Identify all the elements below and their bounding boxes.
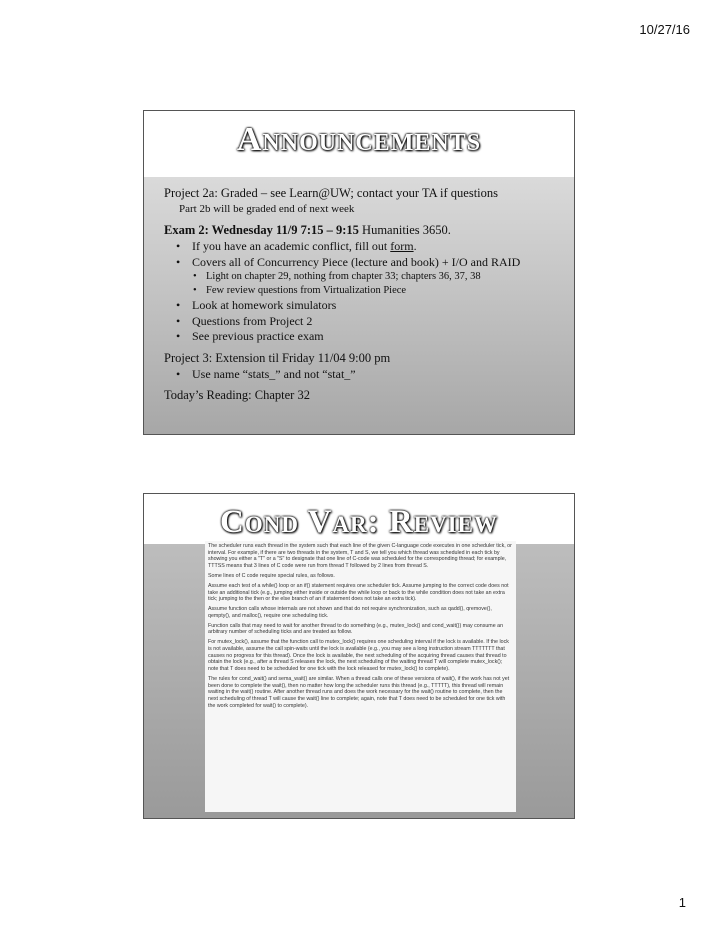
slide-body bbox=[164, 185, 564, 404]
project2a-line: Project 2a: Graded – see Learn@UW; contact your TA if questions bbox=[164, 186, 499, 200]
exam-location: Humanities 3650. bbox=[358, 223, 451, 237]
bullet-stats-name: • Use name “stats_” and not “stat_” bbox=[164, 367, 564, 383]
bullet-questions: • Questions from Project 2 bbox=[164, 314, 564, 330]
page-number: 1 bbox=[678, 895, 686, 910]
bullet-covers: • Covers all of Concurrency Piece (lecture and book) + I/O and RAID bbox=[164, 255, 564, 271]
slide-title: Announcements bbox=[236, 121, 482, 158]
excerpt-paragraph: Some lines of C code require special rules, as follows. bbox=[208, 573, 335, 579]
excerpt-paragraph: Function calls that may need to wait for another thread to do something (e.g., mutex_lock() and cond_wait()) may consume an arbitrary number of scheduling ticks and are treated as follow. bbox=[208, 622, 504, 636]
slide-cond-var-review bbox=[143, 493, 575, 819]
excerpt-paragraph: Assume function calls whose internals are not shown and that do not require synchronization, such as qadd(), qremove(), qempty(), and malloc(), require one scheduling tick. bbox=[208, 606, 492, 619]
slide-announcements bbox=[143, 110, 575, 435]
exam-bullets bbox=[164, 239, 564, 345]
project3-bullets bbox=[164, 367, 564, 383]
bullet-conflict-end: . bbox=[413, 239, 417, 253]
page-date: 10/27/16 bbox=[639, 22, 690, 37]
bullet-practice-exam: • See previous practice exam bbox=[164, 329, 564, 345]
excerpt-paragraph: The rules for cond_wait() and sema_wait() are similar. When a thread calls one of these versions of wait(), if the work has not yet been done to complete the wait(), then no matter how long the scheduler runs this thread (e.g., TTTTT), this thread will remain waiting in the wait() routine. After another thread runs and does the work necessary for the wait() routine to complete, then the next scheduling of thread T will cause the wait() line to complete; again, note that T does need to be scheduled for one tick with the work completed for wait() to complete). bbox=[208, 676, 510, 709]
scheduler-rules-excerpt bbox=[205, 541, 516, 812]
slide-title: Cond Var: Review bbox=[220, 504, 498, 540]
sub-bullet-chapters: • Light on chapter 29, nothing from chapter 33; chapters 36, 37, 38 bbox=[164, 270, 564, 284]
excerpt-paragraph: The scheduler runs each thread in the system such that each line of the given C-language code executes in one scheduler tick, or interval. For example, if there are two threads in the system, T and S, we tell you which thread was scheduled in each tick by showing you either a "T" or a "S" to designate that one line of C-code was scheduled for the corresponding thread; for example, TTTSS means that 3 lines of C code were run from thread T followed by 2 lines from thread S. bbox=[208, 543, 512, 570]
project3-line: Project 3: Extension til Friday 11/04 9:00 pm bbox=[164, 350, 391, 365]
sub-bullet-virtualization: • Few review questions from Virtualization Piece bbox=[164, 284, 564, 298]
bullet-conflict-text: If you have an academic conflict, fill out bbox=[192, 239, 391, 253]
project2b-line: Part 2b will be graded end of next week bbox=[179, 203, 355, 215]
bullet-conflict bbox=[164, 239, 564, 255]
exam-line bbox=[164, 222, 564, 239]
exam-date: Exam 2: Wednesday 11/9 7:15 – 9:15 bbox=[164, 223, 359, 237]
form-link[interactable]: form bbox=[390, 239, 414, 253]
excerpt-paragraph: For mutex_lock(), assume that the function call to mutex_lock() requires one scheduling interval if the lock is available. If the lock is not available, assume the call spin-waits until the lock is available (e.g., you may see a long instruction stream TTTTTTT that causes no progress for this thread). Once the lock is available, the next scheduling of the acquiring thread causes that thread to obtain the lock (e.g., after a thread S releases the lock, the next scheduling of the waiting thread T will complete mutex_lock(); note that T does need to be scheduled for one tick with the lock released for mutex_lock() to complete). bbox=[208, 639, 509, 673]
bullet-simulators: • Look at homework simulators bbox=[164, 298, 564, 314]
excerpt-paragraph: Assume each test of a while() loop or an if() statement requires one scheduler tick. Assume jumping to the correct code does not take an additional tick (e.g., jumping either inside or outside the while loop or back to the while condition does not take an extra tick; jumping to the then or the else branch of an if statement does not take an extra tick). bbox=[208, 582, 509, 603]
reading-line: Today’s Reading: Chapter 32 bbox=[164, 388, 310, 402]
